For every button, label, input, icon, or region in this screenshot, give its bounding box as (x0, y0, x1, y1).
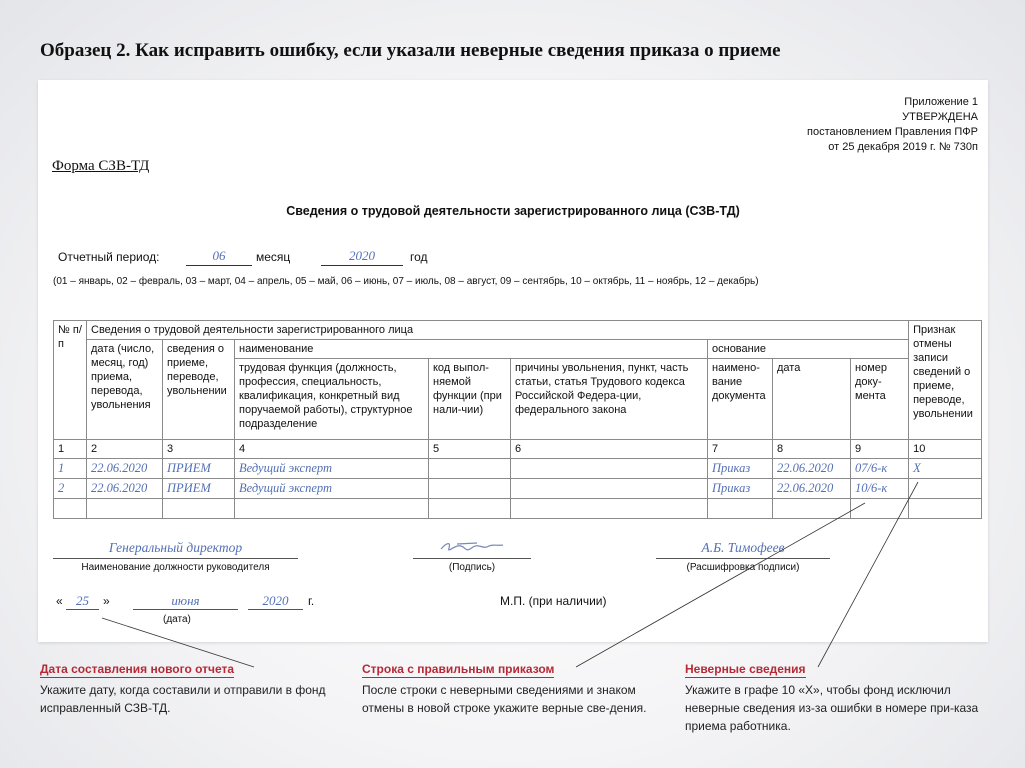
column-number: 10 (909, 440, 982, 459)
appendix-line: УТВЕРЖДЕНА (902, 111, 978, 123)
cell-doc-date: 22.06.2020 (773, 479, 851, 499)
callout-line-wrong (818, 482, 918, 667)
year-suffix: г. (308, 594, 315, 608)
header-doc-name: наимено-вание документа (708, 359, 773, 440)
note-wrong-data (685, 660, 985, 735)
date-year: 2020 (248, 593, 303, 610)
position-value: Генеральный директор (53, 540, 298, 559)
column-number: 2 (87, 440, 163, 459)
column-number: 7 (708, 440, 773, 459)
header-name: наименование (235, 340, 708, 359)
period-label: Отчетный период: (58, 250, 160, 264)
cell-num: 2 (54, 479, 87, 499)
header-info: Сведения о трудовой деятельности зарегистрированного лица (87, 321, 909, 340)
column-number: 5 (429, 440, 511, 459)
date-caption: (дата) (163, 614, 191, 625)
note-body: Укажите в графе 10 «Х», чтобы фонд исключил неверные сведения из-за ошибки в номере при-каза приема работника. (685, 683, 979, 733)
column-number: 6 (511, 440, 708, 459)
open-quote: « (56, 594, 63, 608)
cell-doc-number: 10/6-к (851, 479, 909, 499)
appendix-line: постановлением Правления ПФР (807, 126, 978, 138)
cell-doc-name: Приказ (708, 459, 773, 479)
page-title: Образец 2. Как исправить ошибку, если указали неверные сведения приказа о приеме (40, 40, 781, 61)
column-number: 8 (773, 440, 851, 459)
position-caption: Наименование должности руководителя (81, 562, 270, 573)
header-date: дата (число, месяц, год) приема, перевода, увольнения (87, 340, 163, 440)
note-body: После строки с неверными сведениями и знаком отмены в новой строке укажите верные све-дения. (362, 683, 647, 715)
appendix-line: от 25 декабря 2019 г. № 730п (828, 141, 978, 153)
note-title: Неверные сведения (685, 662, 806, 676)
note-title: Дата составления нового отчета (40, 662, 235, 676)
cell-event: ПРИЕМ (163, 459, 235, 479)
note-date (40, 660, 330, 717)
header-doc-number: номер доку-мента (851, 359, 909, 440)
column-number: 9 (851, 440, 909, 459)
sign-caption: (Подпись) (448, 562, 496, 573)
header-doc-date: дата (773, 359, 851, 440)
cell-doc-name: Приказ (708, 479, 773, 499)
note-body: Укажите дату, когда составили и отправили в фонд исправленный СЗВ-ТД. (40, 683, 326, 715)
period-month-value: 06 (186, 248, 252, 266)
cell-date: 22.06.2020 (87, 479, 163, 499)
cell-function: Ведущий эксперт (235, 459, 429, 479)
period-month-label: месяц (256, 250, 291, 264)
cell-doc-date: 22.06.2020 (773, 459, 851, 479)
period-year-label: год (410, 250, 428, 264)
column-number: 1 (54, 440, 87, 459)
date-day: 25 (66, 593, 99, 610)
decode-value: А.Б. Тимофеев (656, 540, 830, 559)
header-cancel-flag: Признак отмены записи сведений о приеме, переводе, увольнении (909, 321, 982, 440)
months-legend: (01 – январь, 02 – февраль, 03 – март, 04 – апрель, 05 – май, 06 – июнь, 07 – июль, 08 – август, 09 – сентябрь, 10 – октябрь, 11 – ноябрь, 12 – декабрь) (53, 276, 759, 287)
callout-line-correct (576, 503, 865, 667)
close-quote: » (103, 594, 110, 608)
cell-date: 22.06.2020 (87, 459, 163, 479)
date-month: июня (133, 593, 238, 610)
note-correct-order (362, 660, 667, 717)
period-year-value: 2020 (321, 248, 403, 266)
note-title: Строка с правильным приказом (362, 662, 555, 676)
header-function: трудовая функция (должность, профессия, специальность, квалификация, конкретный вид поручаемой работы), структурное подразделение (235, 359, 429, 440)
document-title: Сведения о трудовой деятельности зарегистрированного лица (СЗВ-ТД) (286, 204, 740, 218)
cell-event: ПРИЕМ (163, 479, 235, 499)
column-number: 4 (235, 440, 429, 459)
form-name: Форма СЗВ-ТД (52, 158, 150, 174)
stamp-label: М.П. (при наличии) (500, 594, 607, 608)
cell-cancel-flag: X (909, 459, 982, 479)
cell-num: 1 (54, 459, 87, 479)
column-number: 3 (163, 440, 235, 459)
appendix-line: Приложение 1 (904, 96, 978, 108)
header-reason: причины увольнения, пункт, часть статьи, статья Трудового кодекса Российской Федера-ции, федерального закона (511, 359, 708, 440)
header-code: код выпол-няемой функции (при нали-чии) (429, 359, 511, 440)
decode-caption: (Расшифровка подписи) (686, 562, 800, 573)
header-num: № п/п (54, 321, 87, 440)
header-basis: основание (708, 340, 909, 359)
header-event: сведения о приеме, переводе, увольнении (163, 340, 235, 440)
cell-doc-number: 07/6-к (851, 459, 909, 479)
cell-function: Ведущий эксперт (235, 479, 429, 499)
